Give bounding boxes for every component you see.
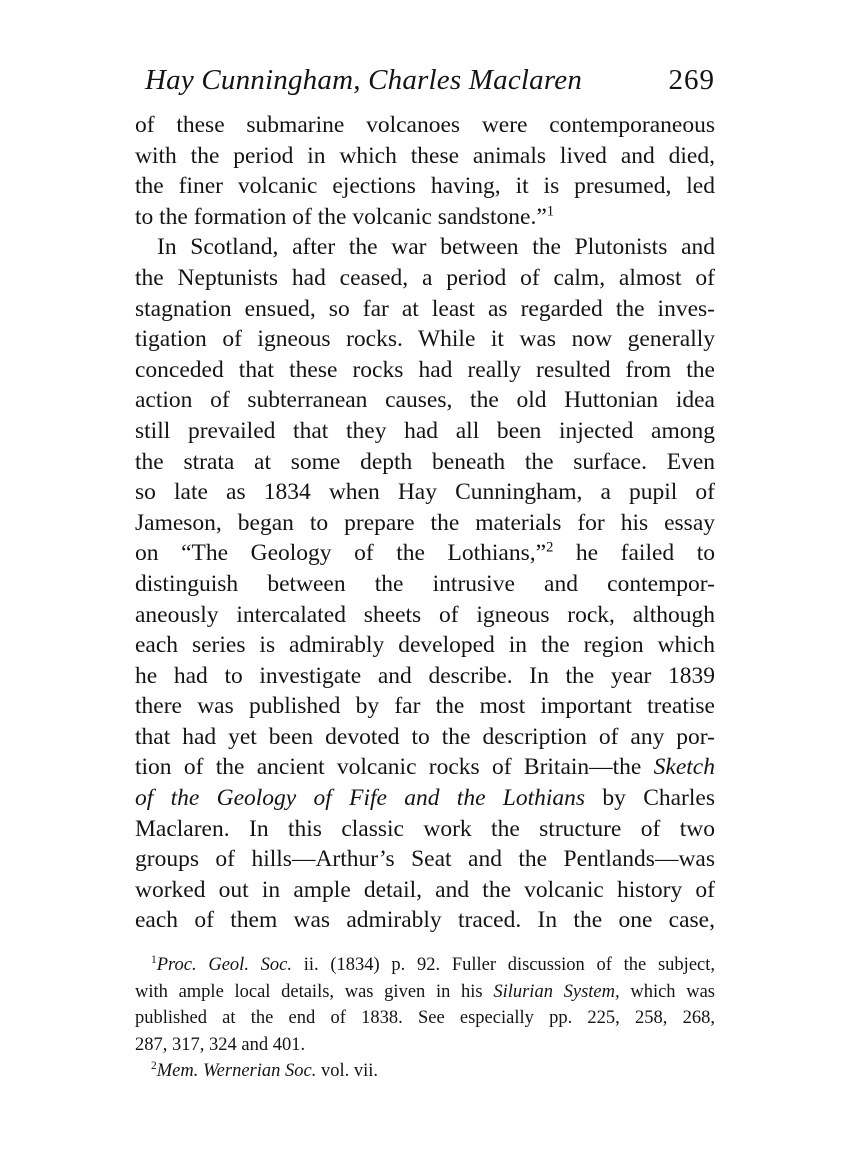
text-span: ii. (1834) p. 92. Fuller discussion of the subject,	[292, 955, 716, 975]
text-line: each series is admirably developed in the region which	[135, 632, 715, 659]
text-line	[135, 538, 715, 569]
footnote-line: published at the end of 1838. See especially pp. 225, 258, 268,	[135, 1008, 715, 1028]
citation-italic: Proc. Geol. Soc.	[156, 955, 292, 975]
text-line: the strata at some depth beneath the surface. Even	[135, 448, 715, 475]
text-line	[135, 783, 715, 814]
text-line: aneously intercalated sheets of igneous rock, although	[135, 601, 715, 628]
footnote-1	[135, 952, 715, 979]
text-line: each of them was admirably traced. In the one case,	[135, 907, 715, 934]
main-text	[135, 110, 715, 936]
footnote-line	[135, 979, 715, 1006]
text-span: which was	[619, 981, 716, 1002]
running-title: Hay Cunningham, Charles Maclaren	[145, 64, 583, 96]
text-line: conceded that these rocks had really resulted from the	[135, 356, 715, 383]
text-line: there was published by far the most important treatise	[135, 693, 715, 720]
text-span: on “The Geology of the Lothians,”	[135, 540, 547, 567]
text-span: by Charles	[585, 785, 715, 812]
footnotes	[135, 952, 715, 1085]
text-line: tigation of igneous rocks. While it was now generally	[135, 326, 715, 353]
text-span: with ample local details, was given in his	[135, 981, 494, 1002]
page-number: 269	[668, 64, 715, 96]
footnote-number: 1	[151, 954, 157, 967]
citation-italic: Mem. Wernerian Soc.	[156, 1061, 317, 1081]
footnote-ref: 1	[546, 203, 555, 220]
text-span: to the formation of the volcanic sandstone.”	[135, 203, 547, 230]
text-line: distinguish between the intrusive and contempor-	[135, 570, 715, 597]
footnote-number: 2	[151, 1060, 157, 1073]
text-line: action of subterranean causes, the old Huttonian idea	[135, 387, 715, 414]
citation-italic: Silurian System,	[493, 981, 620, 1002]
text-line: stagnation ensued, so far at least as regarded the inves-	[135, 295, 715, 322]
book-title-italic: Sketch	[653, 754, 715, 781]
text-line: In Scotland, after the war between the Plutonists and	[157, 234, 715, 261]
text-line: so late as 1834 when Hay Cunningham, a pupil of	[135, 479, 715, 506]
text-line: that had yet been devoted to the description of any por-	[135, 723, 715, 750]
text-line: he had to investigate and describe. In the year 1839	[135, 662, 715, 689]
footnote-line: 287, 317, 324 and 401.	[135, 1034, 306, 1055]
text-line: Jameson, began to prepare the materials for his essay	[135, 509, 715, 536]
text-line: Maclaren. In this classic work the structure of two	[135, 815, 715, 842]
book-title-italic: of the Geology of Fife and the Lothians	[135, 785, 586, 812]
text-line	[135, 752, 715, 783]
text-span: tion of the ancient volcanic rocks of Britain—the	[135, 754, 654, 781]
text-line	[135, 202, 715, 233]
text-line: groups of hills—Arthur’s Seat and the Pentlands—was	[135, 846, 715, 873]
text-line: worked out in ample detail, and the volcanic history of	[135, 876, 715, 903]
text-line: with the period in which these animals lived and died,	[135, 142, 715, 169]
text-span: he failed to	[553, 540, 715, 567]
footnote-2	[135, 1058, 715, 1085]
text-line: still prevailed that they had all been injected among	[135, 417, 715, 444]
text-span: vol. vii.	[316, 1061, 379, 1081]
text-line: the finer volcanic ejections having, it is presumed, led	[135, 173, 715, 200]
footnote-ref: 2	[546, 539, 554, 556]
text-line: of these submarine volcanoes were contemporaneous	[135, 112, 715, 138]
running-header	[145, 60, 715, 100]
text-line: the Neptunists had ceased, a period of calm, almost of	[135, 264, 715, 291]
